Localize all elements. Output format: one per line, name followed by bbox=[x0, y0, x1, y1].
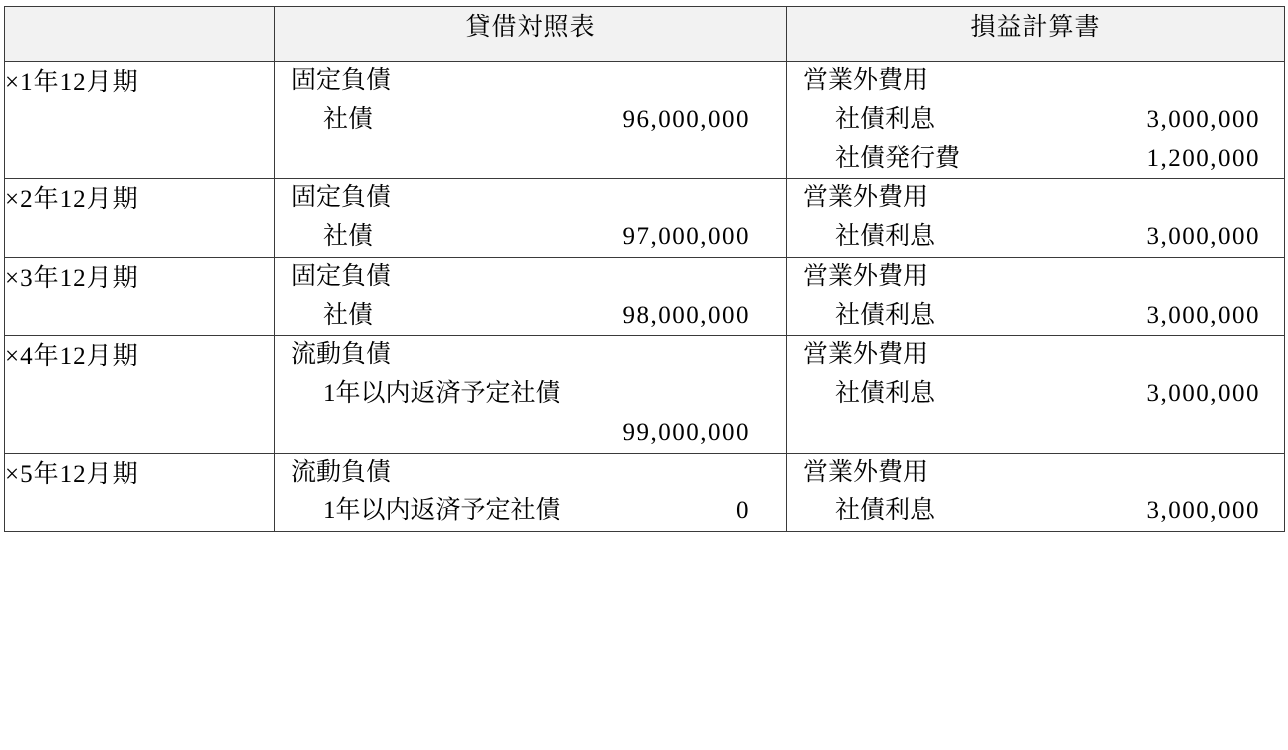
account-label: 営業外費用 bbox=[803, 458, 929, 486]
statement-line bbox=[275, 375, 786, 414]
table-row bbox=[5, 453, 1285, 532]
period-label: ×4年12月期 bbox=[5, 336, 275, 453]
account-label: 1年以内返済予定社債 bbox=[323, 380, 561, 407]
account-label: 社債利息 bbox=[835, 497, 936, 525]
income-statement-cell bbox=[787, 62, 1285, 179]
statement-line bbox=[787, 62, 1284, 101]
table-header bbox=[5, 7, 1285, 62]
statement-line bbox=[275, 336, 786, 375]
table-row bbox=[5, 179, 1285, 258]
table-row bbox=[5, 257, 1285, 336]
statement-line bbox=[787, 140, 1284, 179]
account-label: 社債利息 bbox=[835, 105, 936, 133]
financial-statements-table bbox=[4, 6, 1285, 532]
account-label: 社債 bbox=[323, 223, 374, 250]
amount-value: 96,000,000 bbox=[622, 105, 750, 133]
amount-value: 3,000,000 bbox=[1146, 380, 1260, 407]
amount-value: 3,000,000 bbox=[1146, 105, 1260, 133]
account-label: 固定負債 bbox=[291, 184, 392, 212]
amount-value: 0 bbox=[736, 497, 750, 525]
account-label: 営業外費用 bbox=[803, 184, 929, 212]
amount-value: 3,000,000 bbox=[1146, 497, 1260, 525]
account-label: 固定負債 bbox=[291, 67, 392, 94]
statement-line bbox=[275, 297, 786, 336]
amount-value: 1,200,000 bbox=[1146, 144, 1260, 172]
account-label: 社債 bbox=[323, 301, 374, 329]
amount-value: 3,000,000 bbox=[1146, 223, 1260, 250]
statement-line bbox=[787, 101, 1284, 140]
account-label: 営業外費用 bbox=[803, 341, 929, 369]
table-header-row bbox=[5, 7, 1285, 62]
header-period-column bbox=[5, 7, 275, 62]
amount-value: 98,000,000 bbox=[622, 301, 750, 329]
income-statement-cell bbox=[787, 336, 1285, 453]
period-label: ×1年12月期 bbox=[5, 62, 275, 179]
statement-line bbox=[275, 258, 786, 297]
document-page bbox=[0, 6, 1288, 750]
statement-line bbox=[787, 179, 1284, 218]
account-label: 営業外費用 bbox=[803, 262, 929, 290]
statement-line bbox=[275, 492, 786, 531]
header-income-statement: 損益計算書 bbox=[787, 7, 1285, 62]
statement-line bbox=[275, 218, 786, 257]
balance-sheet-cell bbox=[275, 179, 787, 258]
account-label: 営業外費用 bbox=[803, 67, 929, 94]
income-statement-cell bbox=[787, 179, 1285, 258]
income-statement-cell bbox=[787, 257, 1285, 336]
amount-value: 97,000,000 bbox=[622, 223, 750, 250]
period-label: ×5年12月期 bbox=[5, 453, 275, 532]
statement-line bbox=[787, 336, 1284, 375]
account-label: 社債発行費 bbox=[835, 144, 961, 172]
table-row bbox=[5, 336, 1285, 453]
account-label: 社債 bbox=[323, 105, 374, 133]
account-label: 1年以内返済予定社債 bbox=[323, 497, 561, 525]
statement-line bbox=[275, 454, 786, 493]
table-row bbox=[5, 62, 1285, 179]
balance-sheet-cell bbox=[275, 453, 787, 532]
account-label: 固定負債 bbox=[291, 262, 392, 290]
account-label: 社債利息 bbox=[835, 223, 936, 250]
amount-value: 99,000,000 bbox=[622, 418, 750, 446]
income-statement-cell bbox=[787, 453, 1285, 532]
balance-sheet-cell bbox=[275, 62, 787, 179]
balance-sheet-cell bbox=[275, 336, 787, 453]
statement-line bbox=[275, 179, 786, 218]
statement-line bbox=[275, 62, 786, 101]
table-body bbox=[5, 62, 1285, 532]
period-label: ×2年12月期 bbox=[5, 179, 275, 258]
period-label: ×3年12月期 bbox=[5, 257, 275, 336]
header-balance-sheet: 貸借対照表 bbox=[275, 7, 787, 62]
statement-line bbox=[275, 101, 786, 140]
statement-line bbox=[787, 454, 1284, 493]
amount-value: 3,000,000 bbox=[1146, 301, 1260, 329]
account-label: 流動負債 bbox=[291, 341, 392, 369]
statement-line bbox=[787, 297, 1284, 336]
statement-line bbox=[787, 492, 1284, 531]
account-label: 流動負債 bbox=[291, 458, 392, 486]
statement-line bbox=[787, 218, 1284, 257]
statement-line bbox=[787, 258, 1284, 297]
account-label: 社債利息 bbox=[835, 301, 936, 329]
balance-sheet-cell bbox=[275, 257, 787, 336]
statement-line bbox=[787, 375, 1284, 414]
account-label: 社債利息 bbox=[835, 380, 936, 407]
